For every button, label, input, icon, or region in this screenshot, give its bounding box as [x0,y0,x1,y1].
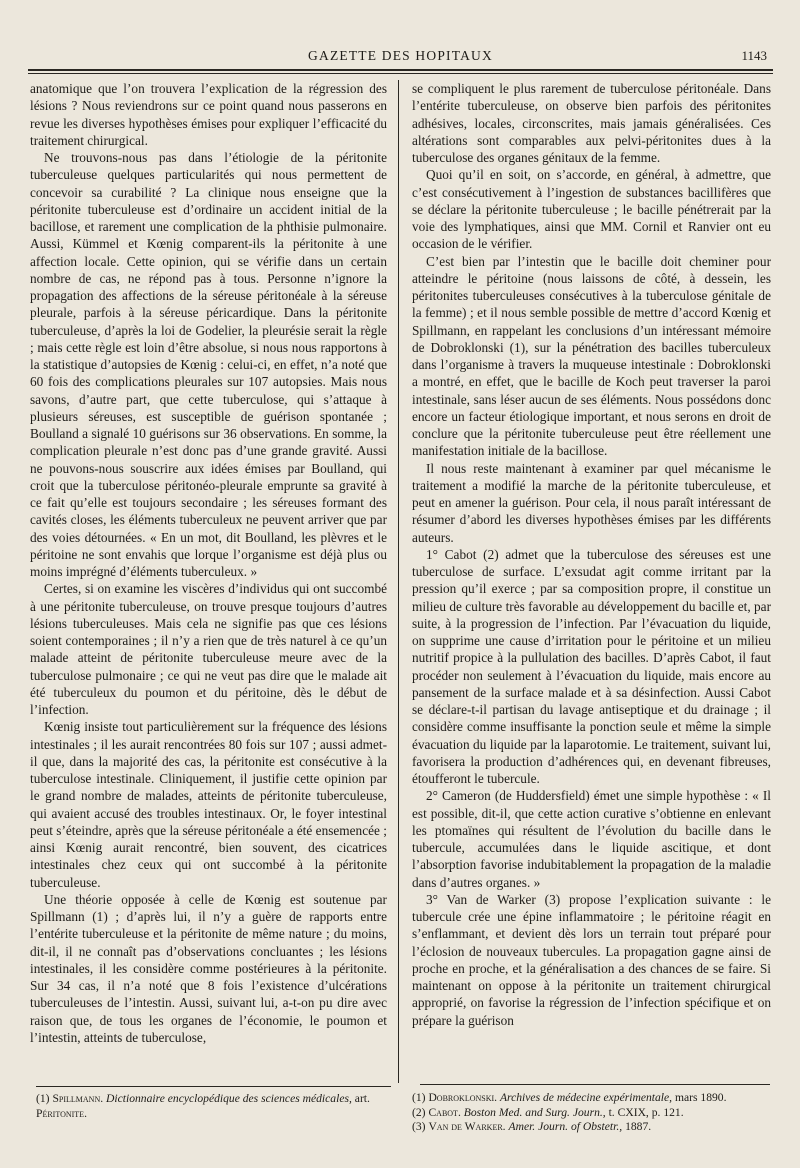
footnote-detail: Péritonite. [36,1106,87,1120]
paragraph: anatomique que l’on trouvera l’explication de la régression des lésions ? Nous reviendrons sur ce point quand nous passerons en revue les diverses hypothèses émises pour expliquer l’efficacité du traitement chirurgical. [30,81,387,148]
footnote-marker: (1) [412,1091,426,1104]
paragraph: Kœnig insiste tout particulièrement sur la fréquence des lésions intestinales ; il les aurait rencontrées 80 fois sur 107 ; aussi admet-il que, dans la majorité des cas, la péritonite est consécutive à la tuberculose intestinale. Cliniquement, il justifie cette opinion par le grand nombre de malades, atteints de péritonite tuberculeuse, qui avaient accusé des troubles intestinaux. Or, le foyer intestinal peut s’éteindre, après que la séreuse péritonéale a été ensemencée ; ainsi Kœnig aurait rencontré, bien souvent, des cicatrices intestinales chez ceux qui ont succombé à la péritonite tuberculeuse. [30,719,387,890]
footnote-detail: t. CXIX, p. 121. [608,1105,684,1119]
paragraph: 2° Cameron (de Huddersfield) émet une simple hypothèse : « Il est possible, dit-il, que cette action curative s’obtienne en enlevant les ptomaïnes qui résultent de l’évolution du bacille dans le tubercule, accumulées dans le liquide ascitique, et dont l’absorption favorise indubitablement la propagation de la maladie dans d’autres organes. » [412,788,771,890]
footnote-author: Cabot. [428,1105,461,1119]
paragraph: Quoi qu’il en soit, on s’accorde, en général, à admettre, que c’est consécutivement à l’ingestion de substances bacillifères que se déclare la péritonite tuberculeuse ; le bacille pénétrerait par la voie des lymphatiques, ainsi que MM. Cornil et Ranvier ont eu occasion de le vérifier. [412,167,771,252]
running-header [28,46,773,66]
footnote [412,1120,772,1135]
footnote-work: Dictionnaire encyclopédique des sciences médicales, [106,1092,352,1105]
footnote-work: Amer. Journ. of Obstetr., [508,1120,623,1133]
journal-title: GAZETTE DES HOPITAUX [308,48,493,63]
left-footnotes [36,1092,391,1121]
footnote-detail: mars 1890. [674,1091,727,1104]
paragraph: 3° Van de Warker (3) propose l’explication suivante : le tubercule crée une épine inflammatoire ; le péritoine réagit en s’enflammant, et devient dès lors un terrain tout préparé pour l’éclosion de nouveaux tubercules. La propagation gagne ainsi de proche en proche, et la généralisation a des chances de se faire. Si maintenant on oppose à la péritonite un traitement chirurgical approprié, on favorise la régression de l’infection spécifique et on prépare la guérison [412,891,771,1028]
footnote-detail: 1887. [625,1120,652,1133]
right-footnotes [412,1091,772,1135]
header-rule-thin [28,73,773,74]
footnote [36,1092,391,1121]
footnote-detail: art. [354,1092,370,1105]
footnote [412,1091,772,1106]
footnote-work: Archives de médecine expérimentale, [499,1091,673,1104]
column-divider [398,80,399,1083]
header-rule-thick [28,69,773,71]
right-column [412,80,771,1029]
paragraph: Certes, si on examine les viscères d’individus qui ont succombé à une péritonite tuberculeuse, on trouve presque toujours d’autres lésions tuberculeuses. Mais cela ne signifie pas que ces lésions soient contemporaines ; il n’y a rien que de très naturel à ce qu’un malade atteint de péritonite tuberculeuse meure avec de la tuberculose pulmonaire ; ce qui ne veut pas dire que le malade ait été tuberculeux du poumon et du péritoine, dès le début de l’infection. [30,581,387,717]
footnote-rule [36,1086,391,1087]
paragraph: Il nous reste maintenant à examiner par quel mécanisme le traitement a modifié la marche de la péritonite tuberculeuse, et peut en amener la guérison. Pour cela, il nous paraît intéressant de résumer d’abord les diverses hypothèses émises par les différents auteurs. [412,460,771,545]
footnote-work: Boston Med. and Surg. Journ., [463,1105,606,1119]
paragraph: C’est bien par l’intestin que le bacille doit cheminer pour atteindre le péritoine (nous laissons de côté, à dessein, les péritonites tuberculeuses consécutives à la tuberculose génitale de la femme) ; et il nous semble possible de mettre d’accord Kœnig et Spillmann, en rappelant les conclusions d’un intéressant mémoire de Dobroklonski (1), sur la pénétration des bacilles tuberculeux dans l’organisme à travers la muqueuse intestinale : Dobroklonski a montré, en effet, que le bacille de Koch peut traverser la paroi intestinale, sans léser aucun de ses éléments. Nous possédons donc encore un facteur étiologique important, et nous serons en droit de conclure que la péritonite tuberculeuse peut être réellement une manifestation initiale de la bacillose. [412,253,771,459]
footnote-marker: (2) [412,1105,426,1119]
footnote-author: Spillmann. [52,1092,104,1105]
footnote [412,1106,772,1121]
footnote-author: Dobroklonski. [428,1091,498,1104]
paragraph: Une théorie opposée à celle de Kœnig est soutenue par Spillmann (1) ; d’après lui, il n’y a guère de rapports entre l’entérite tuberculeuse et la péritonite de même nature ; du moins, dit-il, il ne connaît pas d’observations concluantes ; les lésions intestinales, il les considère comme postérieures à la péritonite. Sur 34 cas, il n’a noté que 8 fois l’existence d’ulcérations tuberculeuses de l’intestin. Aussi, suivant lui, a-t-on pu dire avec raison que, de tous les organes de l’économie, le poumon et l’intestin, atteints de tuberculose, [30,891,387,1045]
paragraph: 1° Cabot (2) admet que la tuberculose des séreuses est une tuberculose de surface. L’exsudat agit comme irritant par la pression qu’il exerce ; par sa composition propre, il constitue un milieu de culture très favorable au développement du bacille et, par suite, à la progression de l’infection. Par l’évacuation du liquide, on supprime une cause d’irritation pour le péritoine et un milieu nutritif propice à la pullulation des bacilles. D’après Cabot, il faut procéder non seulement à l’évacuation du liquide, mais encore au pansement de la surface malade et à sa désinfection. Aussi Cabot se déclare-t-il partisan du lavage antiseptique et du drainage ; il considère comme insuffisante la ponction seule et même la simple évacuation du liquide par la laparotomie. Le traitement, suivant lui, favorisera la production d’adhérences qui, en devenant fibreuses, étoufferont le tubercule. [412,546,771,786]
page-number: 1143 [741,48,767,63]
footnote-marker: (1) [36,1092,50,1105]
footnote-rule [420,1084,770,1085]
paragraph: se compliquent le plus rarement de tuberculose péritonéale. Dans l’entérite tuberculeuse, on observe bien parfois des péritonites adhésives, locales, circonscrites, mais jamais généralisées. Ces altérations sont comparables aux pelvi-péritonites dues à la tuberculose des organes génitaux de la femme. [412,81,771,165]
footnote-marker: (3) [412,1120,426,1133]
left-column [30,80,387,1046]
footnote-author: Van de Warker. [428,1120,506,1133]
paragraph: Ne trouvons-nous pas dans l’étiologie de la péritonite tuberculeuse quelques particularités qui nous permettent de concevoir sa curabilité ? La clinique nous enseigne que la péritonite tuberculeuse est d’ordinaire un accident initial de la bacillose, et rarement une complication de la phthisie pulmonaire. Aussi, Kümmel et Kœnig comparent-ils la péritonite à une affection locale. Cette opinion, qui se vérifie dans un certain nombre de cas, ne répond pas à tous. Personne n’ignore la propagation des affections de la séreuse péritonéale à la séreuse pleurale, parfois à la séreuse péricardique. Dans la péritonite tuberculeuse, d’après la loi de Godelier, la pleurésie serait la règle ; mais cette règle est loin d’être absolue, si nous nous rapportons à la statistique d’autopsies de Kœnig : celui-ci, en effet, n’a noté que 60 fois des complications pleurales sur 107 autopsies. Mais nous savons, d’autre part, que cette tuberculose, qui s’attaque à plusieurs séreuses, est susceptible de guérison spontanée ; Boulland a signalé 10 guérisons sur 36 observations. En somme, la complication pleurale n’est donc pas d’une grande gravité. Aussi ne pouvons-nous souscrire aux idées émises par Boulland, qui croit que la tuberculose péritonéo-pleurale emprunte sa gravité à ce fait qu’elle est toujours secondaire ; les séreuses formant des cavités closes, les éléments tuberculeux ne peuvent arriver que par des voies détournées. « En un mot, dit Boulland, les plèvres et le péritoine ne sont envahis que lorque l’organisme est déjà plus ou moins imprégné d’éléments tuberculeux. » [30,150,387,579]
